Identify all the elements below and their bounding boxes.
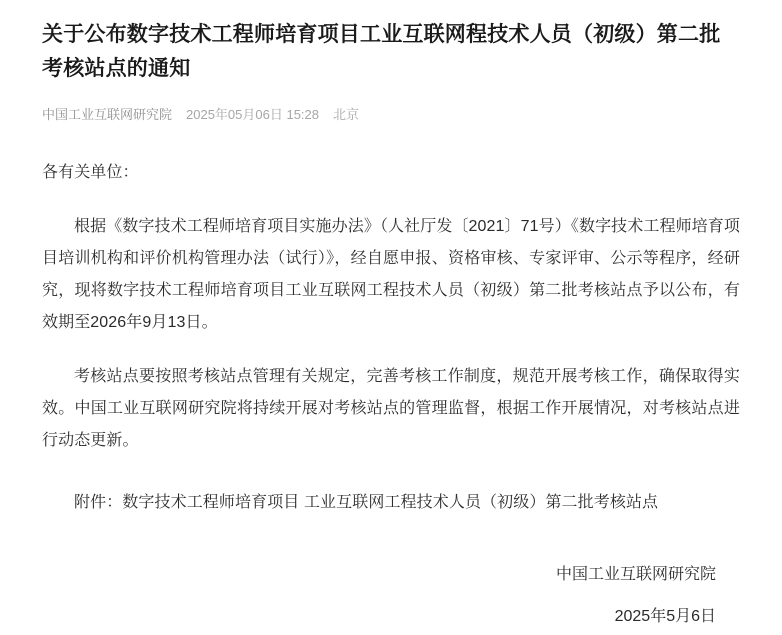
attachment-line: 附件：数字技术工程师培育项目 工业互联网工程技术人员（初级）第二批考核站点 xyxy=(74,494,659,511)
article-body xyxy=(42,157,740,519)
meta-source: 中国工业互联网研究院 xyxy=(42,107,173,122)
article-meta xyxy=(42,104,740,123)
body-paragraph-2: 考核站点要按照考核站点管理有关规定，完善考核工作制度，规范开展考核工作，确保取得实效。中国工业互联网研究院将持续开展对考核站点的管理监督，根据工作开展情况，对考核站点进行动态更新。 xyxy=(42,368,740,449)
signature-block xyxy=(42,559,740,633)
body-paragraph-1: 根据《数字技术工程师培育项目实施办法》（人社厅发〔2021〕71号）《数字技术工程师培育项目培训机构和评价机构管理办法（试行）》，经自愿申报、资格审核、专家评审、公示等程序，经研究，现将数字技术工程师培育项目工业互联网工程技术人员（初级）第二批考核站点予以公布，有效期至2026年9月13日。 xyxy=(42,218,740,331)
meta-location: 北京 xyxy=(333,107,360,122)
salutation: 各有关单位： xyxy=(42,164,139,181)
meta-date: 2025年05月06日 15:28 xyxy=(186,107,319,122)
signature-date: 2025年5月6日 xyxy=(614,608,716,625)
signature-organization: 中国工业互联网研究院 xyxy=(555,566,716,583)
page-title: 关于公布数字技术工程师培育项目工业互联网程技术人员（初级）第二批考核站点的通知 xyxy=(42,23,721,80)
